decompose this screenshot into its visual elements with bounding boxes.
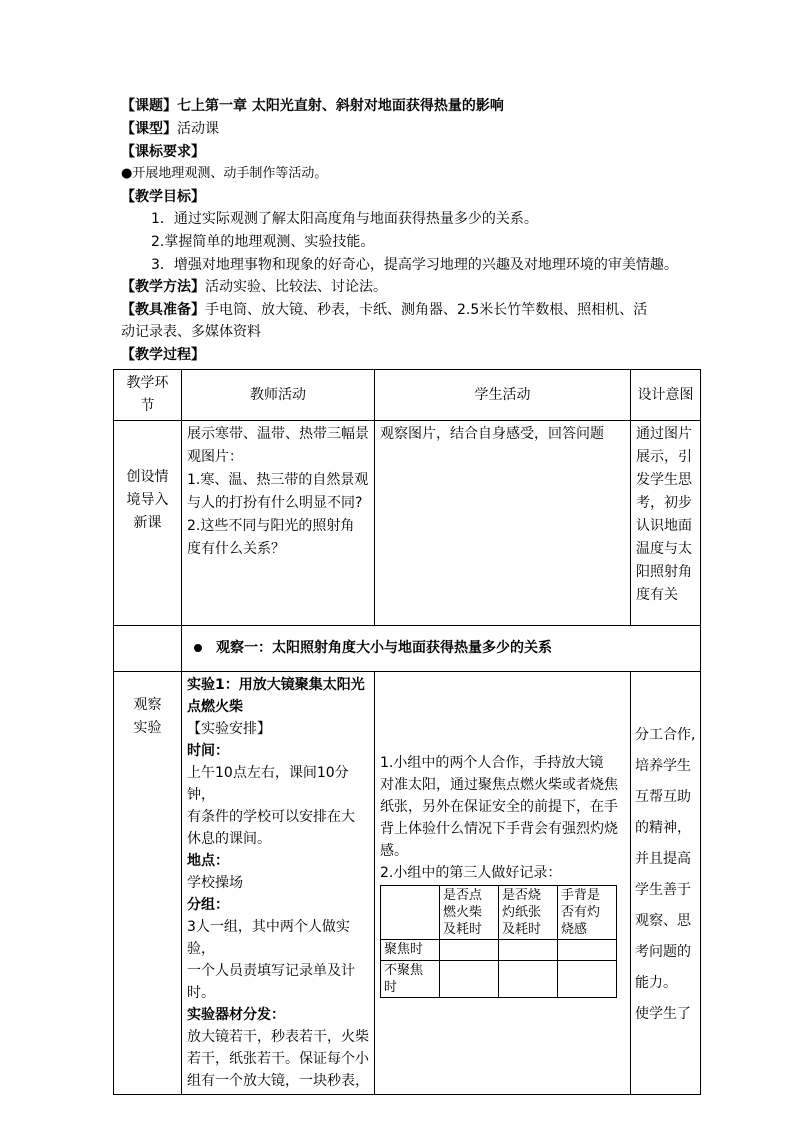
record-corner <box>381 886 440 940</box>
stage-experiment: 观察 实验 <box>114 672 182 1095</box>
prep-line <box>121 300 647 320</box>
record-row-focus <box>381 940 617 961</box>
design-intent-intro: 通过图片 展示，引 发学生思 考，初步 认识地面 温度与太 阳照射角 度有关 <box>631 421 701 626</box>
observe-title: 观察一：太阳照射角度大小与地面获得热量多少的关系 <box>216 640 552 656</box>
standard-text: ●开展地理观测、动手制作等活动。 <box>121 166 328 181</box>
header-stage: 教学环 节 <box>114 370 182 421</box>
type-label: 【课型】 <box>121 121 177 137</box>
record-label-focus: 聚焦时 <box>381 940 440 961</box>
method-line <box>121 277 387 297</box>
process-label: 【教学过程】 <box>121 347 205 363</box>
header-teacher: 教师活动 <box>182 370 375 421</box>
record-row-nofocus <box>381 961 617 998</box>
goals-label: 【教学目标】 <box>121 189 205 205</box>
table-header-row <box>114 370 701 421</box>
method-text: 活动实验、比较法、讨论法。 <box>205 279 387 295</box>
observe-title-blank <box>114 626 182 672</box>
method-label: 【教学方法】 <box>121 279 205 295</box>
teacher-activity-intro: 展示寒带、温带、热带三幅景 观图片： 1.寒、温、热三带的自然景观 与人的打扮有什么明显不同? 2.这些不同与阳光的照射角 度有什么关系？ <box>182 421 375 626</box>
stage-intro: 创设情 境导入 新课 <box>114 421 182 626</box>
design-intent-experiment: 分工合作, 培养学生 互帮互助 的精神， 并且提高 学生善于 观察、思 考问题的 能力。 使学生了 <box>631 672 701 1095</box>
student-activity-intro: 观察图片，结合自身感受，回答问题 <box>375 421 631 626</box>
standard-label: 【课标要求】 <box>121 144 205 160</box>
topic-text: 七上第一章 太阳光直射、斜射对地面获得热量的影响 <box>177 98 504 114</box>
record-cell <box>558 940 617 961</box>
teacher-activity-experiment: 实验1：用放大镜聚集太阳光 点燃火柴 【实验安排】 时间： 上午10点左右，课间10分钟， 有条件的学校可以安排在大 休息的课间。 地点： 学校操场 分组： 3人一组，其中两个人做实验， 一个人员责填写记录单及计 时。 实验器材分发： 放大镜若干，秒表若干，火柴 若干，纸张若干。保证每个小 组有一个放大镜，一块秒表， <box>182 672 375 1095</box>
record-header-match: 是否点 燃火柴 及耗时 <box>440 886 499 940</box>
goal-item-2: 2.掌握简单的地理观测、实验技能。 <box>151 234 375 250</box>
standard-label-line <box>121 142 205 162</box>
record-cell <box>499 961 558 998</box>
header-student: 学生活动 <box>375 370 631 421</box>
prep-text-2: 动记录表、多媒体资料 <box>121 324 261 340</box>
goal-item-1: 1．通过实际观测了解太阳高度角与地面获得热量多少的关系。 <box>151 211 538 227</box>
teaching-process-table <box>113 369 701 1095</box>
record-cell <box>440 940 499 961</box>
record-label-nofocus: 不聚焦 时 <box>381 961 440 998</box>
table-row-observe-title <box>114 626 701 672</box>
bullet-icon <box>194 644 202 652</box>
table-row-intro <box>114 421 701 626</box>
process-label-line <box>121 345 205 365</box>
record-header-paper: 是否烧 灼纸张 及耗时 <box>499 886 558 940</box>
goal-item-3: 3．增强对地理事物和现象的好奇心，提高学习地理的兴趣及对地理环境的审美情趣。 <box>151 257 678 273</box>
type-line <box>121 119 219 139</box>
header-intent: 设计意图 <box>631 370 701 421</box>
topic-line <box>121 96 504 116</box>
record-cell <box>499 940 558 961</box>
type-text: 活动课 <box>177 121 219 137</box>
goals-label-line <box>121 187 205 207</box>
topic-label: 【课题】 <box>121 98 177 114</box>
record-cell <box>440 961 499 998</box>
table-row-experiment <box>114 672 701 1095</box>
record-table <box>380 885 617 998</box>
prep-label: 【教具准备】 <box>121 302 205 318</box>
observe-title-cell <box>182 626 701 672</box>
prep-text-1: 手电筒、放大镜、秒表，卡纸、测角器、2.5米长竹竿数根、照相机、活 <box>205 302 648 318</box>
record-cell <box>558 961 617 998</box>
record-header-row <box>381 886 617 940</box>
record-header-hand: 手背是 否有灼 烧感 <box>558 886 617 940</box>
student-activity-experiment: 1.小组中的两个人合作，手持放大镜 对准太阳，通过聚焦点燃火柴或者烧焦 纸张，另外在保证安全的前提下，在手 背上体验什么情况下手背会有强烈灼烧 感。 2.小组中的第三人做好记录： 是否点 燃火柴 及耗时 是否烧 灼纸张 及耗时 手背是 否有灼 烧感 聚焦时 不聚焦 时 <box>375 672 631 1095</box>
